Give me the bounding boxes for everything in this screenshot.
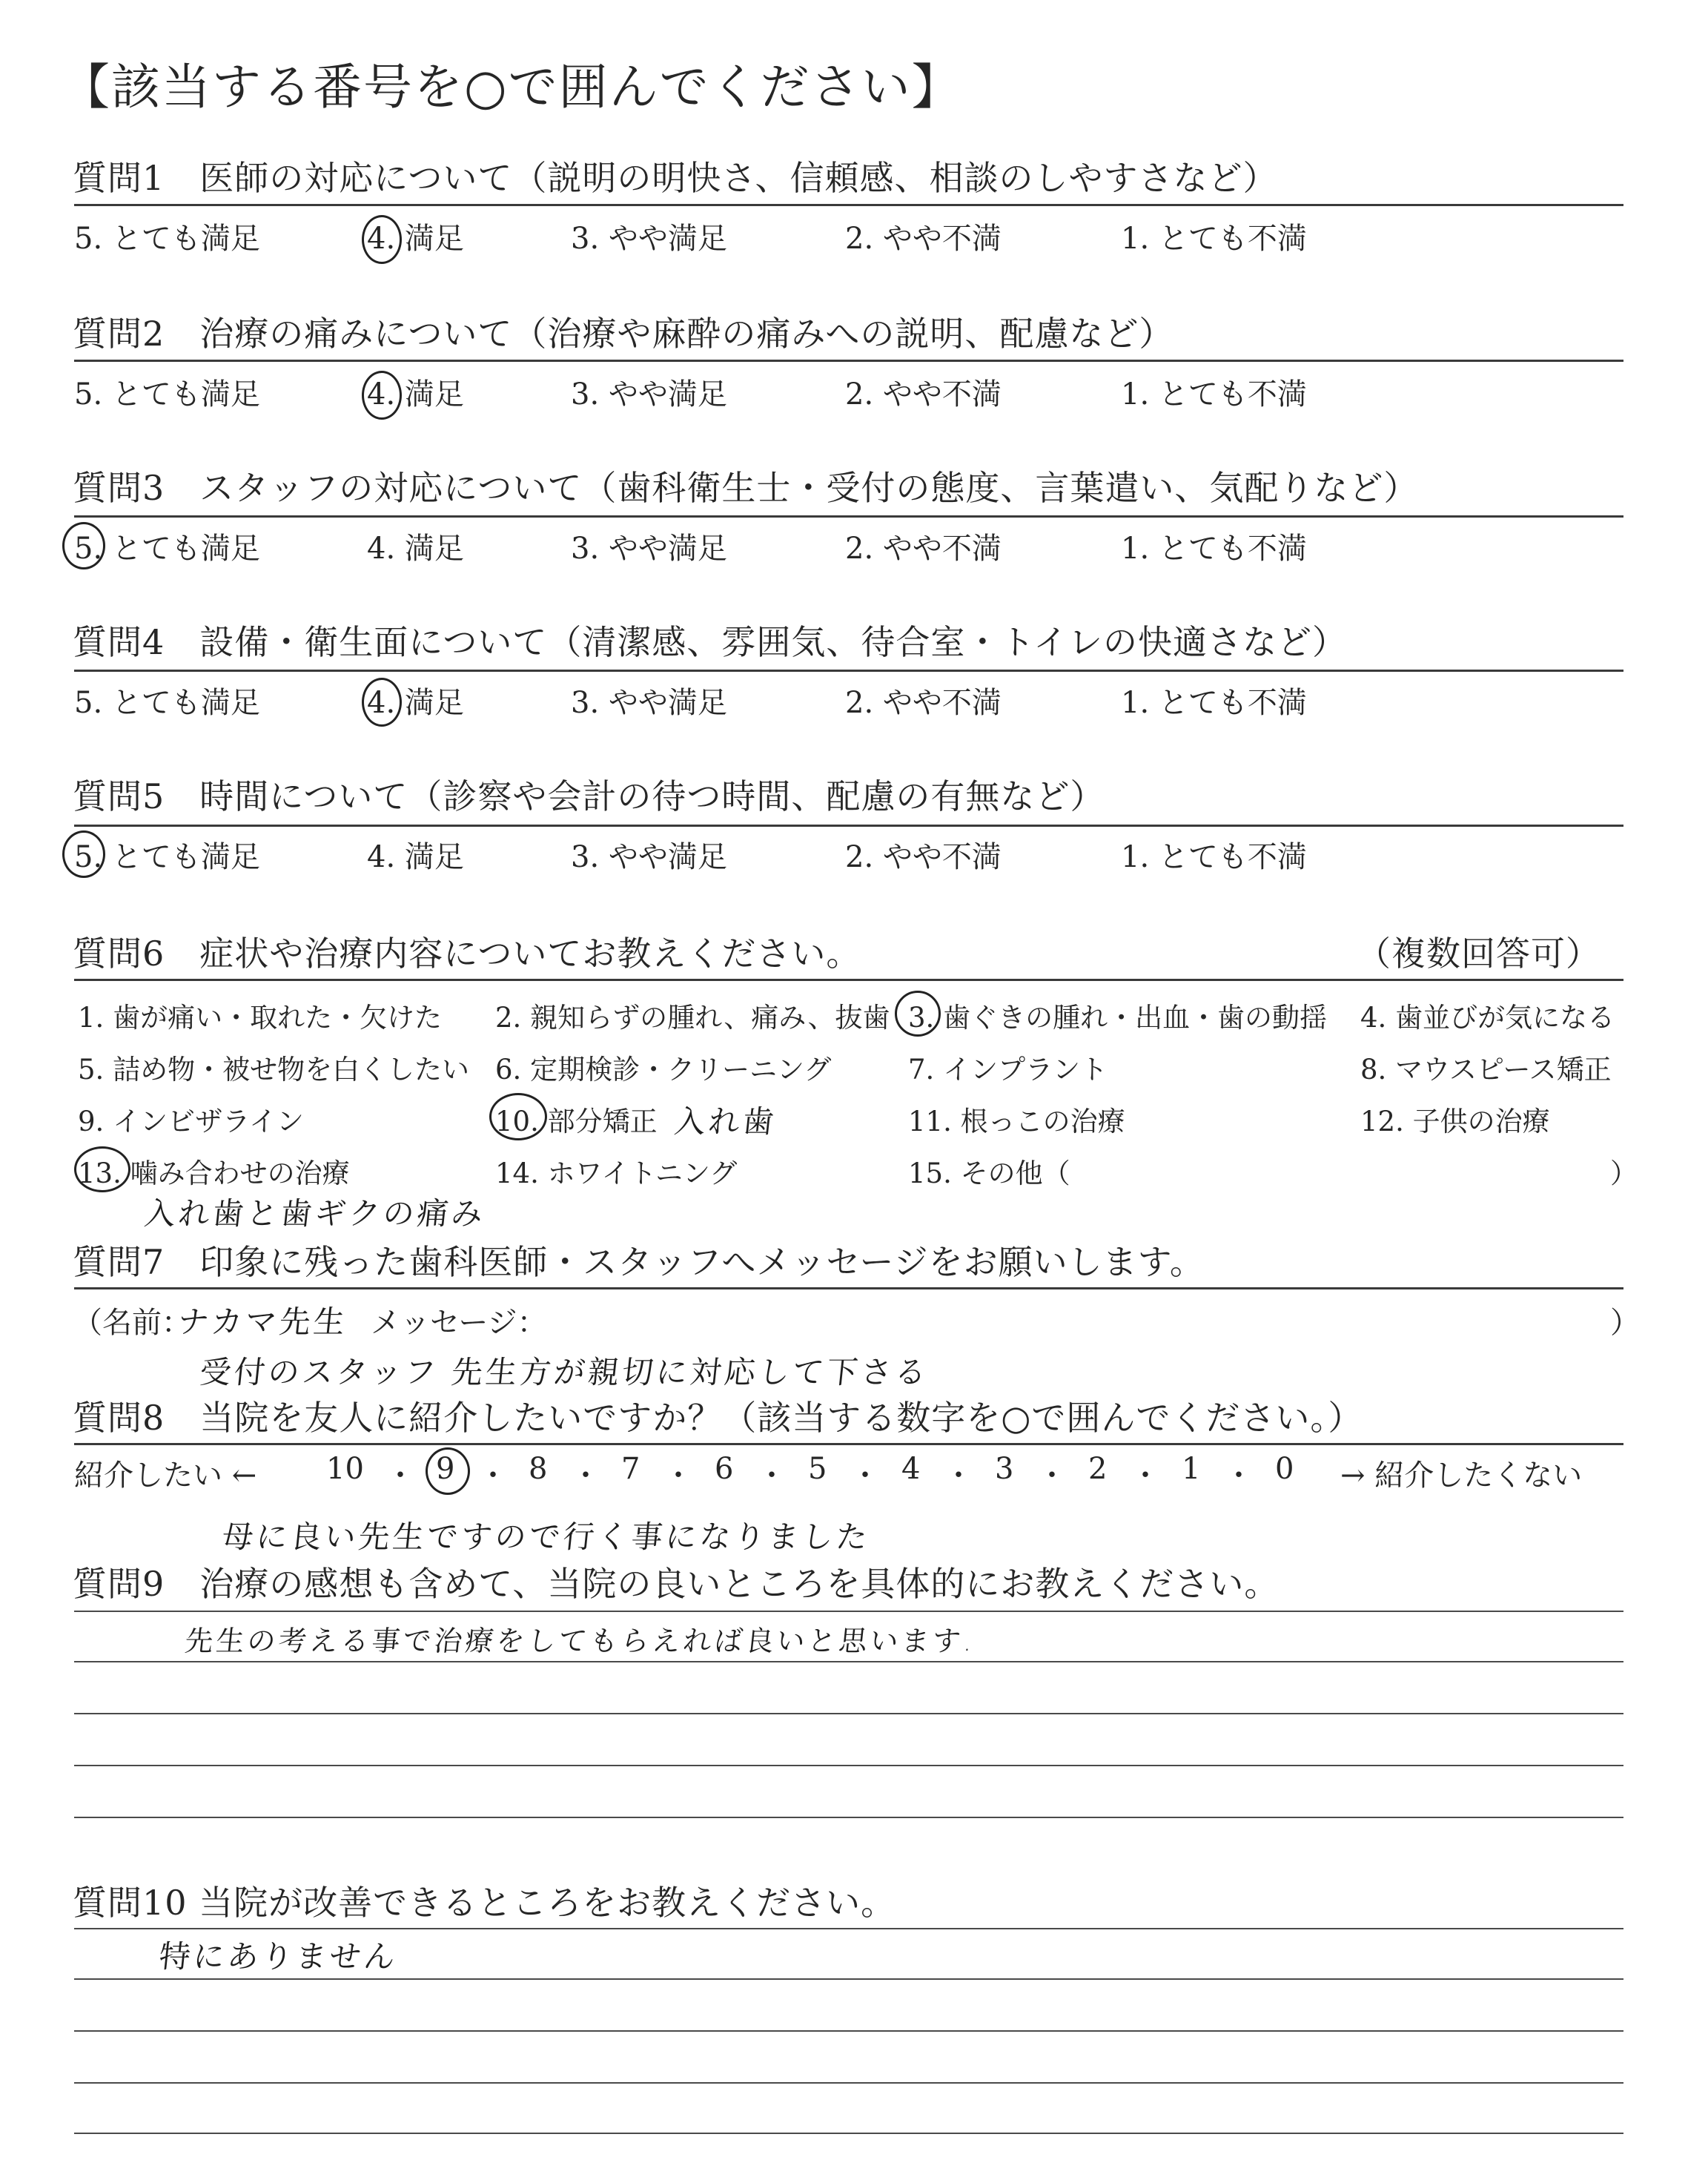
question-3-title: 質問3 スタッフの対応について（歯科衛生士・受付の態度、言葉遣い、気配りなど）: [73, 468, 1419, 508]
q10-rule-3: [74, 2030, 1623, 2032]
q9-rule-5: [74, 1817, 1623, 1818]
q10-rule-5: [74, 2133, 1623, 2134]
question-8-rule: [74, 1443, 1623, 1445]
q3-selected-circle: [62, 522, 105, 569]
q8-scale-5[interactable]: 5: [808, 1452, 827, 1486]
q8-dot: ・: [944, 1459, 973, 1493]
question-1-title: 質問1 医師の対応について（説明の明快さ、信頼感、相談のしやすさなど）: [73, 158, 1278, 198]
q8-dot: ・: [571, 1459, 600, 1493]
q6-selected-circle-3: [895, 991, 941, 1037]
q1-selected-circle: [362, 215, 402, 264]
q8-dot: ・: [663, 1459, 693, 1493]
q9-handwritten[interactable]: 先生の考える事で治療をしてもらえれば良いと思います.: [183, 1625, 978, 1657]
q2-option-5[interactable]: 5. とても満足: [74, 377, 260, 412]
q1-option-3[interactable]: 3. やや満足: [571, 222, 727, 256]
q8-scale-1[interactable]: 1: [1182, 1452, 1201, 1486]
q2-option-1[interactable]: 1. とても不満: [1121, 377, 1307, 412]
q8-dot: ・: [850, 1459, 880, 1493]
q4-option-5[interactable]: 5. とても満足: [74, 686, 260, 720]
q8-dot: ・: [385, 1459, 415, 1493]
q6-option-13[interactable]: 13. 噛み合わせの治療: [78, 1157, 350, 1189]
q2-selected-circle: [362, 371, 402, 420]
question-5-title: 質問5 時間について（診察や会計の待つ時間、配慮の有無など）: [73, 776, 1105, 816]
question-2-rule: [74, 360, 1623, 362]
q8-scale-6[interactable]: 6: [715, 1452, 734, 1486]
question-6-note: （複数回答可）: [1357, 934, 1601, 974]
question-6-title: 質問6 症状や治療内容についてお教えください。: [73, 934, 861, 974]
q8-right-label: → 紹介したくない: [1340, 1459, 1583, 1493]
q2-option-2[interactable]: 2. やや不満: [845, 377, 1002, 412]
q1-option-1[interactable]: 1. とても不満: [1121, 222, 1307, 256]
q6-selected-circle-10: [489, 1093, 547, 1140]
q10-rule-4: [74, 2082, 1623, 2084]
q8-scale-7[interactable]: 7: [621, 1452, 640, 1486]
q9-rule-3: [74, 1713, 1623, 1714]
q6-option-8[interactable]: 8. マウスピース矯正: [1360, 1054, 1612, 1086]
q2-option-4[interactable]: 4. 満足: [367, 377, 464, 412]
question-3-rule: [74, 515, 1623, 518]
q4-selected-circle: [362, 678, 402, 727]
q6-option-4[interactable]: 4. 歯並びが気になる: [1360, 1002, 1615, 1034]
q6-option-6[interactable]: 6. 定期検診・クリーニング: [495, 1054, 832, 1086]
q6-option-15-close: ）: [1610, 1157, 1638, 1189]
q7-message-value[interactable]: 受付のスタッフ 先生方が親切に対応して下さる: [198, 1354, 931, 1390]
q3-option-5[interactable]: 5. とても満足: [74, 532, 260, 566]
q6-option-15[interactable]: 15. その他（: [908, 1157, 1070, 1189]
q6-handwritten-note: 入れ歯と歯ギクの痛み: [142, 1195, 488, 1232]
q3-option-1[interactable]: 1. とても不満: [1121, 532, 1307, 566]
q8-scale-8[interactable]: 8: [529, 1452, 548, 1486]
q1-option-5[interactable]: 5. とても満足: [74, 222, 260, 256]
q8-left-label: 紹介したい ←: [74, 1459, 257, 1493]
q5-option-2[interactable]: 2. やや不満: [845, 840, 1002, 874]
q6-option-7[interactable]: 7. インプラント: [908, 1054, 1108, 1086]
q5-option-3[interactable]: 3. やや満足: [571, 840, 727, 874]
q6-selected-circle-13: [74, 1146, 130, 1192]
q6-option-1[interactable]: 1. 歯が痛い・取れた・欠けた: [78, 1002, 443, 1034]
question-5-rule: [74, 825, 1623, 827]
q8-selected-circle: [426, 1447, 470, 1495]
q8-scale-3[interactable]: 3: [995, 1452, 1014, 1486]
q8-recommend-scale: [74, 1452, 1623, 1496]
q10-handwritten[interactable]: 特にありません: [157, 1938, 400, 1975]
question-9-title: 質問9 治療の感想も含めて、当院の良いところを具体的にお教えください。: [73, 1564, 1280, 1604]
q10-rule-1: [74, 1928, 1623, 1929]
form-header: 【該当する番号を○で囲んでください】: [61, 59, 962, 116]
q8-scale-10[interactable]: 10: [326, 1452, 364, 1486]
q6-handwritten-inline: 入れ歯: [672, 1103, 779, 1140]
question-6-rule: [74, 979, 1623, 981]
question-8-title: 質問8 当院を友人に紹介したいですか？（該当する数字を○で囲んでください。）: [73, 1398, 1363, 1438]
q3-option-2[interactable]: 2. やや不満: [845, 532, 1002, 566]
q4-option-3[interactable]: 3. やや満足: [571, 686, 727, 720]
q9-rule-2: [74, 1661, 1623, 1662]
q8-dot: ・: [478, 1459, 508, 1493]
q7-close-paren: ）: [1610, 1306, 1640, 1340]
q9-rule-1: [74, 1611, 1623, 1612]
q8-dot: ・: [757, 1459, 787, 1493]
q6-option-2[interactable]: 2. 親知らずの腫れ、痛み、抜歯: [495, 1002, 890, 1034]
q4-option-4[interactable]: 4. 満足: [367, 686, 464, 720]
q5-option-1[interactable]: 1. とても不満: [1121, 840, 1307, 874]
q5-selected-circle: [62, 830, 105, 878]
q5-option-5[interactable]: 5. とても満足: [74, 840, 260, 874]
q1-option-4[interactable]: 4. 満足: [367, 222, 464, 256]
q7-message-label: メッセージ：: [371, 1306, 547, 1340]
q7-name-value[interactable]: ナカマ先生: [176, 1304, 350, 1340]
q4-option-1[interactable]: 1. とても不満: [1121, 686, 1307, 720]
q3-option-3[interactable]: 3. やや満足: [571, 532, 727, 566]
q8-scale-0[interactable]: 0: [1275, 1452, 1294, 1486]
question-4-title: 質問4 設備・衛生面について（清潔感、雰囲気、待合室・トイレの快適さなど）: [73, 622, 1348, 662]
q8-dot: ・: [1131, 1459, 1160, 1493]
q8-handwritten: 母に良い先生ですので行く事になりました: [220, 1519, 873, 1555]
q9-rule-4: [74, 1765, 1623, 1766]
q6-option-3[interactable]: 3. 歯ぐきの腫れ・出血・歯の動揺: [908, 1002, 1328, 1034]
question-2-title: 質問2 治療の痛みについて（治療や麻酔の痛みへの説明、配慮など）: [73, 314, 1174, 354]
q10-rule-2: [74, 1978, 1623, 1980]
q5-option-4[interactable]: 4. 満足: [367, 840, 464, 874]
q6-option-12[interactable]: 12. 子供の治療: [1360, 1106, 1550, 1137]
question-7-title: 質問7 印象に残った歯科医師・スタッフへメッセージをお願いします。: [73, 1242, 1205, 1282]
q3-option-4[interactable]: 4. 満足: [367, 532, 464, 566]
q8-scale-4[interactable]: 4: [901, 1452, 921, 1486]
q6-option-9[interactable]: 9. インビザライン: [78, 1106, 304, 1137]
q6-option-11[interactable]: 11. 根っこの治療: [908, 1106, 1125, 1137]
question-4-rule: [74, 670, 1623, 672]
question-1-rule: [74, 204, 1623, 206]
q4-option-2[interactable]: 2. やや不満: [845, 686, 1002, 720]
q1-option-2[interactable]: 2. やや不満: [845, 222, 1002, 256]
q8-scale-2[interactable]: 2: [1088, 1452, 1108, 1486]
q6-option-5[interactable]: 5. 詰め物・被せ物を白くしたい: [78, 1054, 470, 1086]
q8-dot: ・: [1224, 1459, 1254, 1493]
q2-option-3[interactable]: 3. やや満足: [571, 377, 727, 412]
q6-option-10[interactable]: 10. 部分矯正: [495, 1106, 658, 1137]
q8-dot: ・: [1037, 1459, 1067, 1493]
question-7-rule: [74, 1287, 1623, 1289]
q6-option-14[interactable]: 14. ホワイトニング: [495, 1157, 738, 1189]
q8-scale-9[interactable]: 9: [436, 1452, 455, 1486]
question-10-title: 質問10 当院が改善できるところをお教えください。: [73, 1883, 896, 1923]
q7-name-label: （名前：: [73, 1306, 191, 1340]
